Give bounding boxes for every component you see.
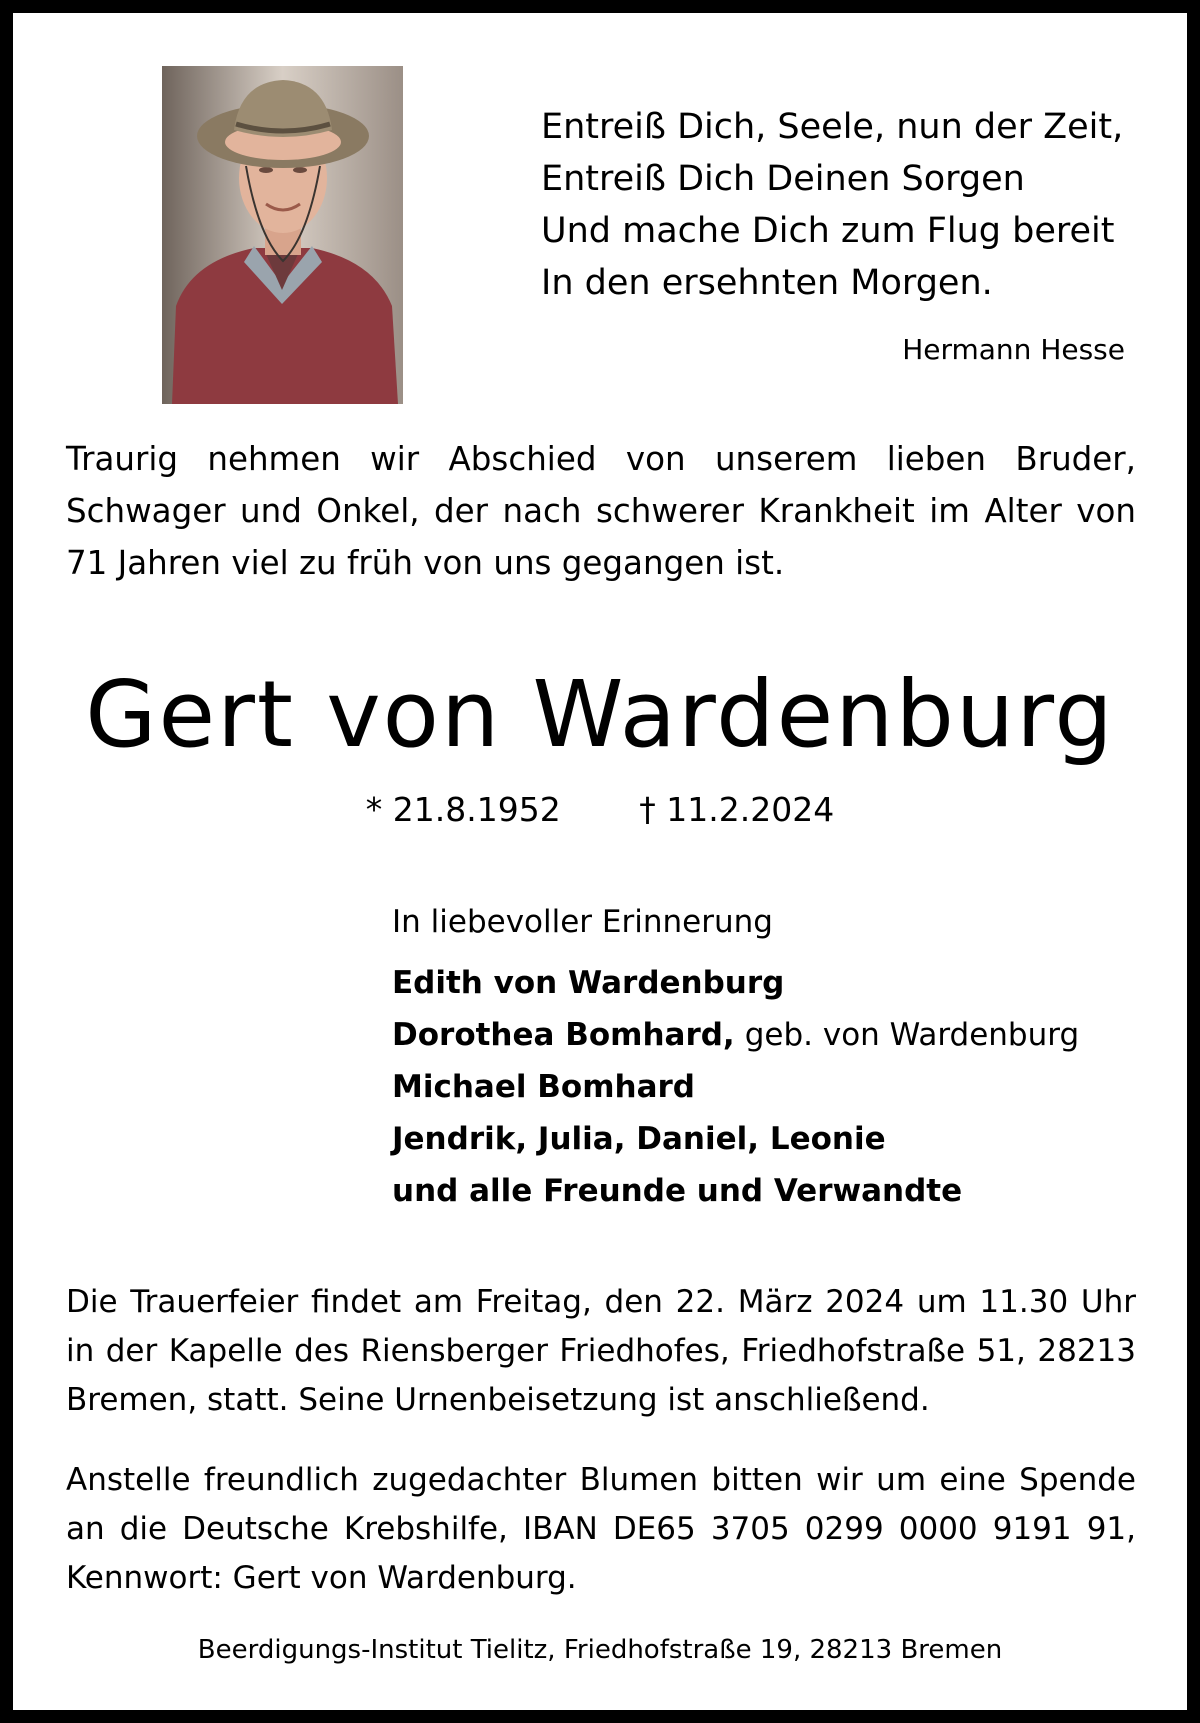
mourners-block bbox=[392, 901, 1079, 1217]
poem-line: Entreiß Dich, Seele, nun der Zeit, bbox=[541, 107, 1124, 147]
obituary-notice bbox=[13, 13, 1187, 1710]
poem-line: In den ersehnten Morgen. bbox=[541, 263, 993, 303]
poem bbox=[541, 101, 1151, 309]
donation-info: Anstelle freundlich zugedachter Blumen bitten wir um eine Spende an die Deutsche Krebshilfe, IBAN DE65 3705 0299 0000 9191 91, Kennwort: Gert von Wardenburg. bbox=[66, 1462, 1136, 1596]
mourner-line: und alle Freunde und Verwandte bbox=[392, 1173, 963, 1209]
poem-author: Hermann Hesse bbox=[902, 333, 1125, 366]
life-dates bbox=[13, 789, 1187, 831]
poem-line: Entreiß Dich Deinen Sorgen bbox=[541, 159, 1025, 199]
funeral-info: Die Trauerfeier findet am Freitag, den 22. März 2024 um 11.30 Uhr in der Kapelle des Riensberger Friedhofes, Friedhofstraße 51, 28213 Bremen, statt. Seine Urnenbeisetzung ist anschließend. bbox=[66, 1284, 1136, 1418]
birth-date: * 21.8.1952 bbox=[365, 790, 561, 829]
poem-line: Und mache Dich zum Flug bereit bbox=[541, 211, 1115, 251]
intro-text: Traurig nehmen wir Abschied von unserem lieben Bruder, Schwager und Onkel, der nach schwerer Krankheit im Alter von 71 Jahren viel zu früh von uns gegangen ist. bbox=[66, 440, 1136, 582]
mourner-line: Edith von Wardenburg bbox=[392, 965, 785, 1001]
mourner-line: Michael Bomhard bbox=[392, 1069, 695, 1105]
funeral-home: Beerdigungs-Institut Tielitz, Friedhofstraße 19, 28213 Bremen bbox=[197, 1635, 1003, 1665]
mourner-line: Jendrik, Julia, Daniel, Leonie bbox=[392, 1121, 886, 1157]
mourner-name: Dorothea Bomhard, bbox=[392, 1017, 735, 1053]
mourner-line bbox=[392, 1009, 1079, 1061]
mourner-maiden-name: geb. von Wardenburg bbox=[744, 1017, 1080, 1053]
portrait-photo bbox=[162, 66, 403, 404]
death-date: † 11.2.2024 bbox=[639, 790, 835, 829]
memory-heading: In liebevoller Erinnerung bbox=[392, 904, 773, 940]
deceased-name: Gert von Wardenburg bbox=[85, 661, 1115, 768]
